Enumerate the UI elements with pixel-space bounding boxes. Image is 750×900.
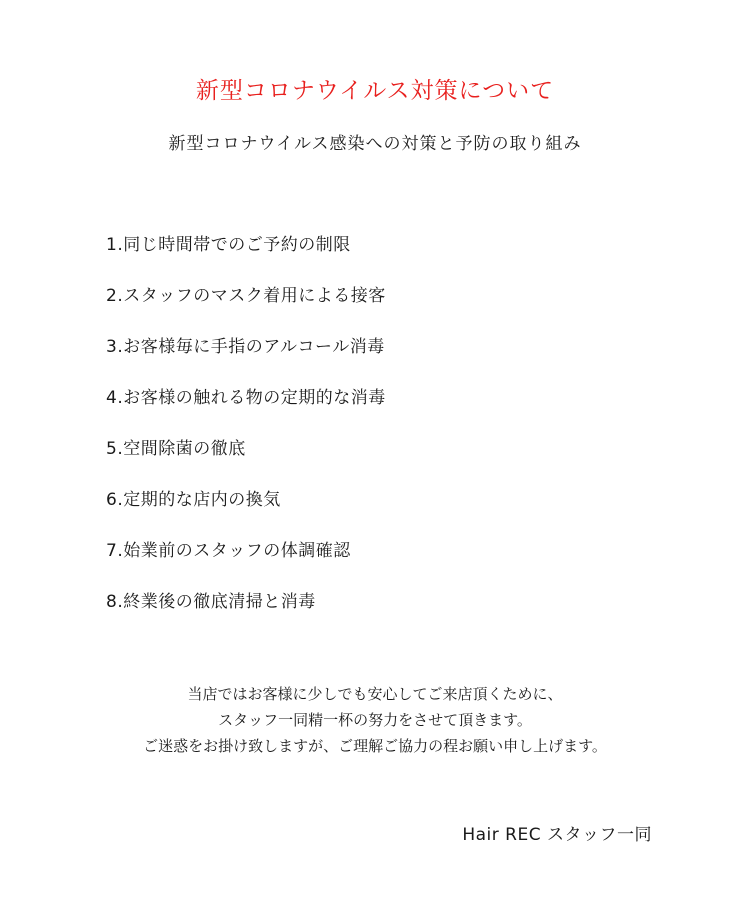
measures-list xyxy=(106,230,386,638)
list-item: 5.空間除菌の徹底 xyxy=(106,439,246,459)
page-subtitle: 新型コロナウイルス感染への対策と予防の取り組み xyxy=(168,134,582,154)
list-item: 8.終業後の徹底清掃と消毒 xyxy=(106,592,316,612)
list-item: 3.お客様毎に手指のアルコール消毒 xyxy=(106,337,385,357)
page-title: 新型コロナウイルス対策について xyxy=(195,78,555,104)
message-line: ご迷惑をお掛け致しますが、ご理解ご協力の程お願い申し上げます。 xyxy=(143,737,607,755)
signature: Hair REC スタッフ一同 xyxy=(462,825,652,845)
closing-message xyxy=(0,681,750,759)
list-item: 6.定期的な店内の換気 xyxy=(106,490,281,510)
list-item: 1.同じ時間帯でのご予約の制限 xyxy=(106,235,351,255)
list-item: 7.始業前のスタッフの体調確認 xyxy=(106,541,351,561)
message-line: スタッフ一同精一杯の努力をさせて頂きます。 xyxy=(218,711,532,729)
list-item: 2.スタッフのマスク着用による接客 xyxy=(106,286,386,306)
list-item: 4.お客様の触れる物の定期的な消毒 xyxy=(106,388,386,408)
message-line: 当店ではお客様に少しでも安心してご来店頂くために、 xyxy=(187,685,563,703)
